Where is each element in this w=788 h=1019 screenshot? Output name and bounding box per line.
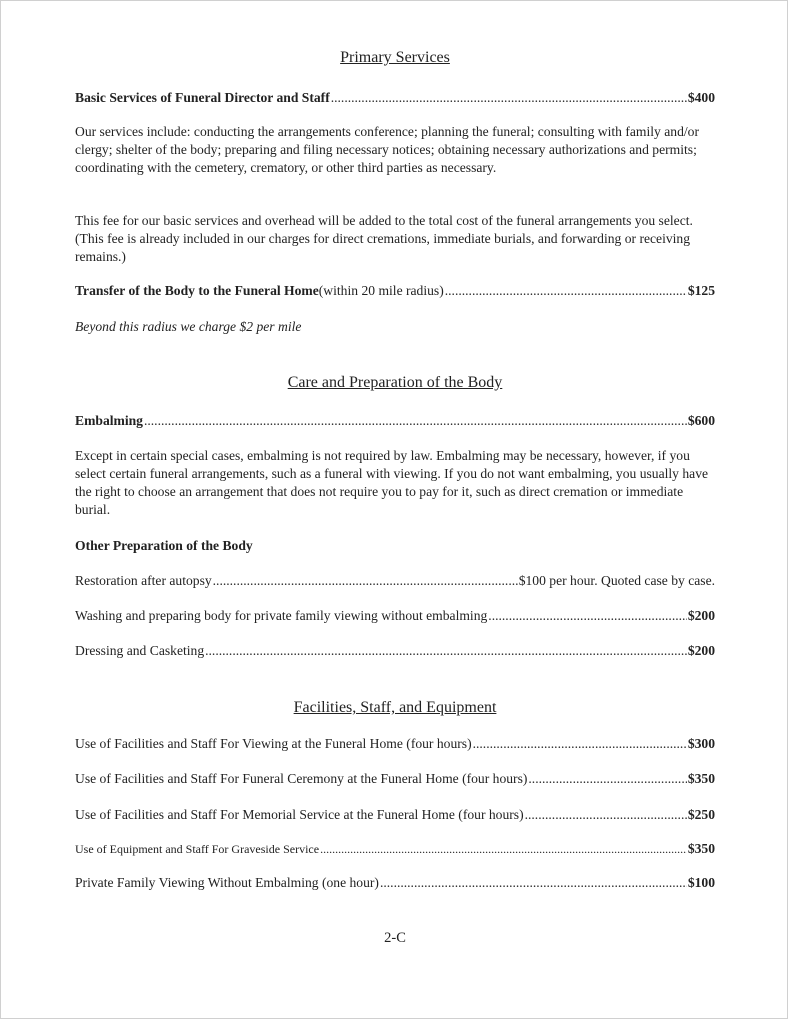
dot-leader <box>525 806 687 824</box>
item-price: $125 <box>687 283 715 298</box>
price-line-facility-memorial <box>75 806 715 824</box>
radius-note: Beyond this radius we charge $2 per mile <box>75 319 302 334</box>
item-label: Washing and preparing body for private family viewing without embalming <box>75 608 488 623</box>
item-label: Embalming <box>75 413 143 428</box>
item-label: Use of Facilities and Staff For Memorial Service at the Funeral Home (four hours) <box>75 807 524 822</box>
item-label: Use of Facilities and Staff For Viewing at the Funeral Home (four hours) <box>75 736 472 751</box>
section-title-care-preparation: Care and Preparation of the Body <box>287 374 503 391</box>
embalming-description: Except in certain special cases, embalming is not required by law. Embalming may be necessary, however, if you select certain funeral arrangements, such as a funeral with viewing. If you do not want embalming, you usually have the right to choose an arrangement that does not require you to pay for it, such as direct cremation or immediate burial. <box>75 448 709 517</box>
price-line-graveside <box>75 840 715 858</box>
item-label: Use of Facilities and Staff For Funeral Ceremony at the Funeral Home (four hours) <box>75 771 528 786</box>
price-line-basic-services <box>75 89 715 107</box>
item-price: $200 <box>687 643 715 658</box>
dot-leader <box>528 770 686 788</box>
dot-leader <box>445 282 687 300</box>
item-note: (within 20 mile radius) <box>318 283 444 298</box>
item-price: $100 per hour. Quoted case by case. <box>518 573 715 588</box>
item-price: $100 <box>687 875 715 890</box>
price-line-private-viewing <box>75 874 715 892</box>
price-line-transfer <box>75 282 715 300</box>
item-price: $200 <box>687 608 715 623</box>
price-line-washing <box>75 607 715 625</box>
item-label: Restoration after autopsy <box>75 573 212 588</box>
item-label: Private Family Viewing Without Embalming (one hour) <box>75 875 379 890</box>
other-preparation-heading: Other Preparation of the Body <box>75 538 253 553</box>
price-line-restoration <box>75 572 715 590</box>
dot-leader <box>205 642 687 660</box>
fee-description: This fee for our basic services and overhead will be added to the total cost of the funeral arrangements you select. (This fee is already included in our charges for direct cremations, immediate burials, and forwarding or receiving remains.) <box>75 213 693 264</box>
dot-leader <box>144 412 687 430</box>
dot-leader <box>320 840 687 858</box>
dot-leader <box>380 874 687 892</box>
item-price: $600 <box>687 413 715 428</box>
item-label: Basic Services of Funeral Director and Staff <box>75 90 330 105</box>
item-price: $350 <box>687 841 715 856</box>
dot-leader <box>213 572 518 590</box>
item-label: Dressing and Casketing <box>75 643 205 658</box>
item-price: $250 <box>687 807 715 822</box>
item-label: Transfer of the Body to the Funeral Home <box>75 283 319 298</box>
dot-leader <box>488 607 687 625</box>
section-title-primary-services: Primary Services <box>340 49 450 66</box>
page-number: 2-C <box>384 930 406 946</box>
price-line-embalming <box>75 412 715 430</box>
item-price: $350 <box>687 771 715 786</box>
dot-leader <box>473 735 687 753</box>
item-price: $300 <box>687 736 715 751</box>
price-line-facility-viewing <box>75 735 715 753</box>
section-title-facilities: Facilities, Staff, and Equipment <box>293 699 497 716</box>
price-line-dressing <box>75 642 715 660</box>
basic-services-description: Our services include: conducting the arrangements conference; planning the funeral; consulting with family and/or clergy; shelter of the body; preparing and filing necessary notices; obtaining necessary authorizations and permits; coordinating with the cemetery, crematory, or other third parties as necessary. <box>75 124 699 175</box>
price-line-facility-ceremony <box>75 770 715 788</box>
item-label: Use of Equipment and Staff For Graveside Service <box>75 842 320 856</box>
dot-leader <box>331 89 687 107</box>
item-price: $400 <box>687 90 715 105</box>
